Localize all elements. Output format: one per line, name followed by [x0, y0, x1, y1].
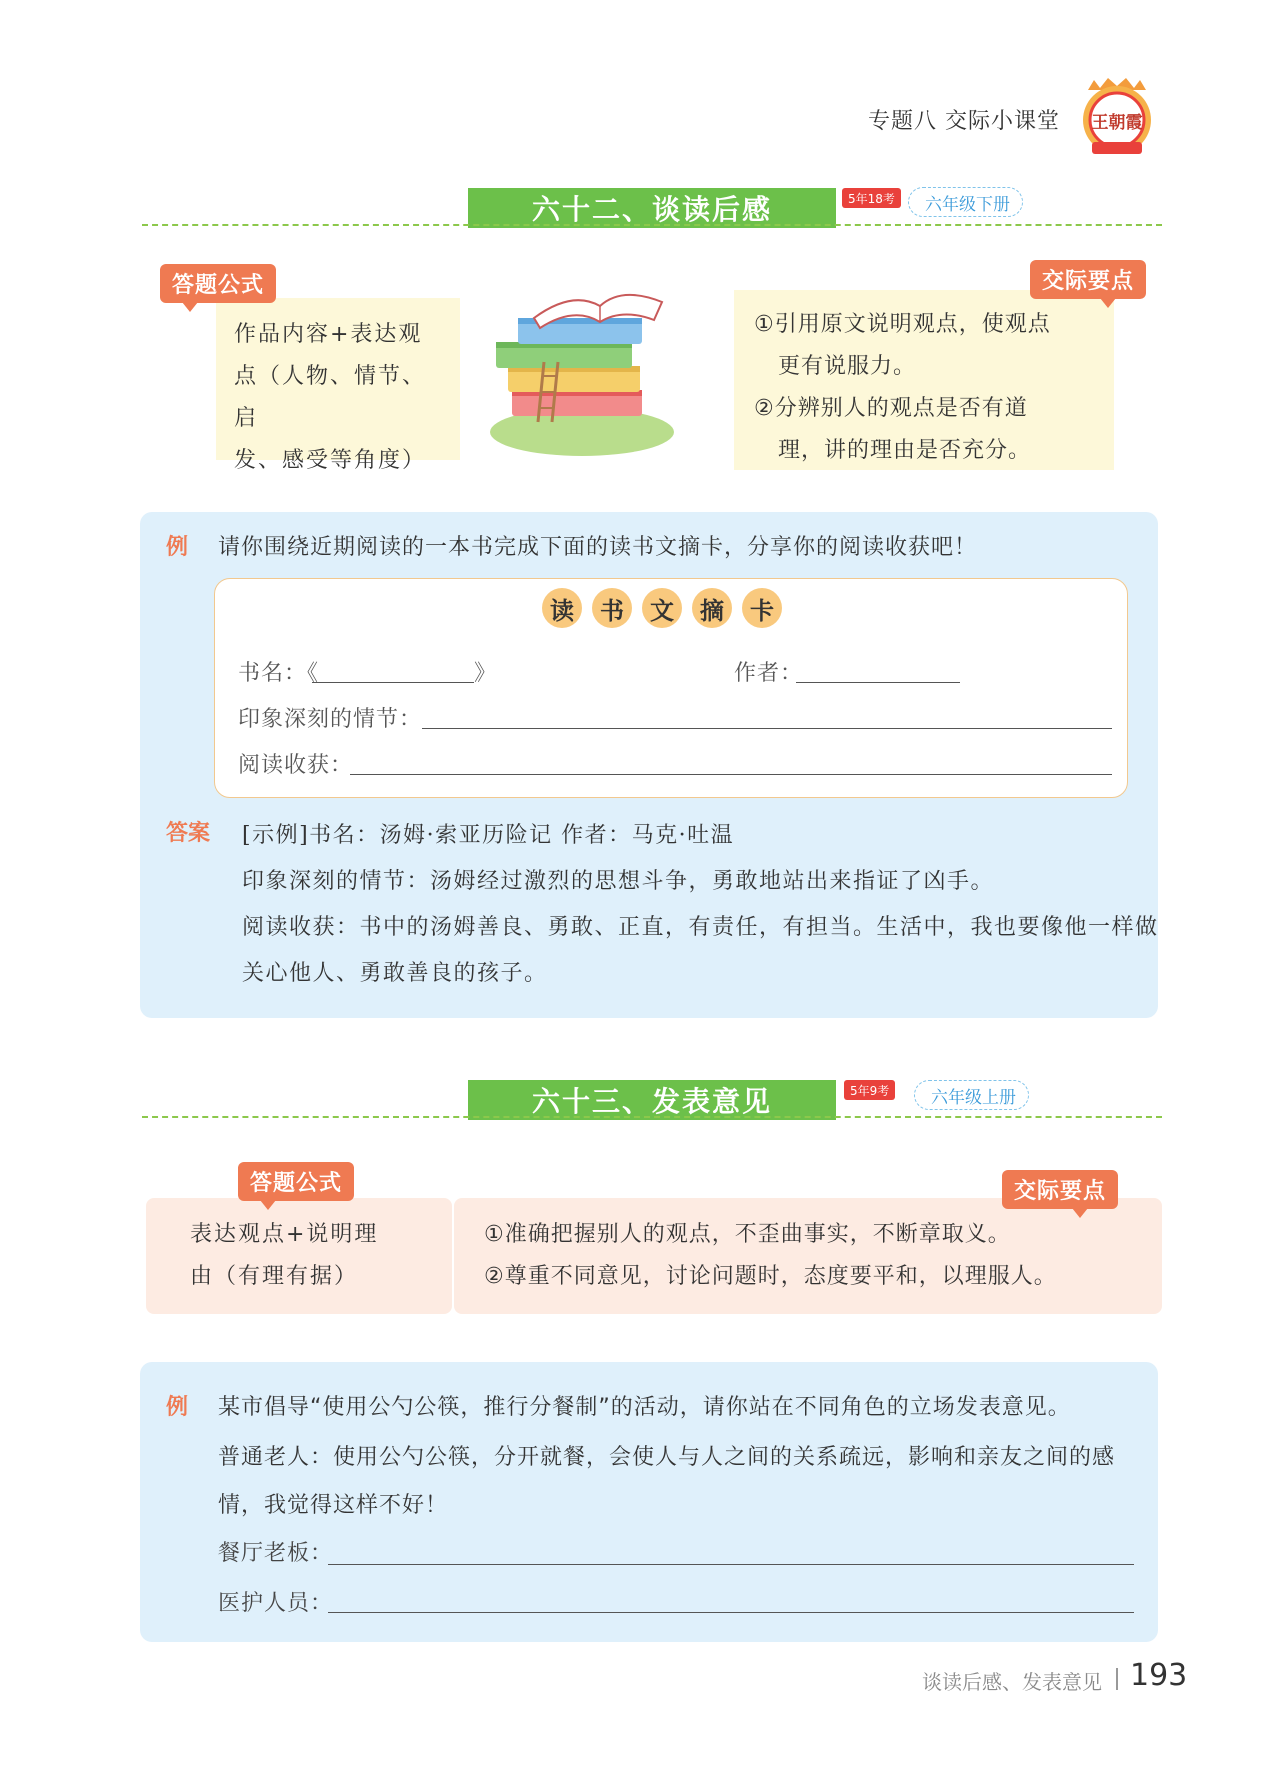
book-name-blank[interactable] [312, 682, 474, 683]
page-number: 193 [1130, 1658, 1188, 1693]
book-name-label: 书名：《 [238, 661, 320, 686]
point-line: ②尊重不同意见，讨论问题时，态度要平和，以理服人。 [484, 1264, 1057, 1289]
formula-label-1: 答题公式 [160, 264, 276, 303]
answer-line: [示例]书名：汤姆·索亚历险记 作者：马克·吐温 [242, 823, 735, 848]
medical-staff-label: 医护人员： [218, 1591, 334, 1616]
formula-line: 作品内容+表达观 [234, 322, 423, 347]
example-question-1: 请你围绕近期阅读的一本书完成下面的读书文摘卡，分享你的阅读收获吧！ [218, 535, 978, 560]
author-label: 作者： [734, 661, 804, 686]
reading-card-title [542, 588, 782, 628]
plot-label: 印象深刻的情节： [238, 707, 423, 732]
point-line: 更有说服力。 [754, 354, 916, 379]
gain-blank[interactable] [350, 774, 1112, 775]
point-line: 理，讲的理由是否充分。 [754, 438, 1031, 463]
points-box-2 [454, 1198, 1162, 1314]
point-line: ①引用原文说明观点，使观点 [754, 312, 1051, 337]
example-label-2: 例 [166, 1395, 189, 1420]
answer-label: 答案 [166, 821, 211, 846]
author-blank[interactable] [796, 682, 960, 683]
grade-badge: 六年级上册 [914, 1080, 1029, 1110]
chapter-heading: 专题八 交际小课堂 [868, 109, 1060, 134]
grade-badge: 六年级下册 [908, 187, 1023, 217]
formula-label-2: 答题公式 [238, 1162, 354, 1201]
section-title-1: 六十二、谈读后感 [468, 188, 836, 228]
exam-frequency-badge: 5年9考 [844, 1080, 895, 1100]
brand-logo-icon [1078, 76, 1156, 160]
gain-label: 阅读收获： [238, 753, 354, 778]
point-line: ②分辨别人的观点是否有道 [754, 396, 1028, 421]
formula-box-1 [216, 298, 460, 473]
formula-line: 由（有理有据） [190, 1264, 359, 1289]
book-name-close: 》 [474, 661, 498, 686]
card-title-char: 摘 [692, 588, 732, 628]
medical-staff-blank[interactable] [328, 1612, 1134, 1613]
card-title-char: 书 [592, 588, 632, 628]
book-stack-illustration [482, 272, 682, 462]
example-text-line: 普通老人：使用公勺公筷，分开就餐，会使人与人之间的关系疏远，影响和亲友之间的感 [218, 1445, 1116, 1470]
answer-line: 阅读收获：书中的汤姆善良、勇敢、正直，有责任，有担当。生活中，我也要像他一样做 [242, 915, 1159, 940]
svg-text:王朝霞: 王朝霞 [1091, 113, 1143, 133]
points-label-2: 交际要点 [1002, 1170, 1118, 1209]
example-question-2: 某市倡导“使用公勺公筷，推行分餐制”的活动，请你站在不同角色的立场发表意见。 [218, 1395, 1071, 1420]
formula-line: 发、感受等角度） [234, 448, 427, 473]
point-line: ①准确把握别人的观点，不歪曲事实，不断章取义。 [484, 1222, 1011, 1247]
card-title-char: 读 [542, 588, 582, 628]
formula-line: 表达观点+说明理 [190, 1222, 379, 1247]
footer-topic: 谈读后感、发表意见 [922, 1670, 1102, 1694]
restaurant-owner-blank[interactable] [328, 1564, 1134, 1565]
example-label-1: 例 [166, 535, 189, 560]
section-title-2: 六十三、发表意见 [468, 1080, 836, 1120]
footer-divider [1116, 1668, 1118, 1690]
answer-line: 印象深刻的情节：汤姆经过激烈的思想斗争，勇敢地站出来指证了凶手。 [242, 869, 995, 894]
formula-line: 点（人物、情节、启 [234, 364, 427, 431]
exam-frequency-badge: 5年18考 [842, 188, 901, 208]
section-divider-1 [142, 224, 1162, 226]
answer-line: 关心他人、勇敢善良的孩子。 [242, 961, 548, 986]
points-box-1 [734, 290, 1114, 470]
section-divider-2 [142, 1116, 1162, 1118]
formula-box-2 [146, 1198, 452, 1314]
card-title-char: 文 [642, 588, 682, 628]
card-title-char: 卡 [742, 588, 782, 628]
plot-blank[interactable] [422, 728, 1112, 729]
points-label-1: 交际要点 [1030, 260, 1146, 299]
example-text-line: 情，我觉得这样不好！ [218, 1493, 449, 1518]
restaurant-owner-label: 餐厅老板： [218, 1541, 334, 1566]
